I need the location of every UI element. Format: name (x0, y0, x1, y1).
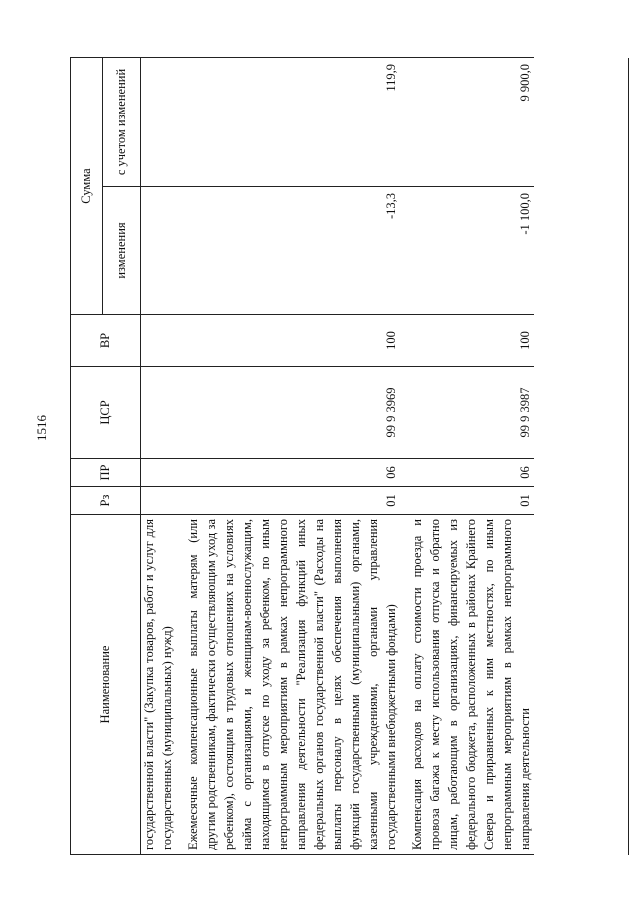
table-header (70, 57, 141, 855)
header-rz: Рз (71, 487, 141, 515)
row-rz (140, 487, 176, 515)
row-total (140, 58, 176, 187)
table-row (400, 58, 534, 855)
row-vr: 100 (176, 315, 400, 367)
row-csr: 99 9 3969 (176, 367, 400, 459)
header-with-changes: с учетом изменений (103, 58, 141, 187)
row-name: государственной власти" (Закупка товаров, работ и услуг для государственных (муниципальных) нужд) (140, 515, 176, 855)
row-vr: 100 (400, 315, 534, 367)
row-pr: 06 (176, 459, 400, 487)
row-vr (140, 315, 176, 367)
header-name: Наименование (71, 515, 141, 855)
row-change (140, 187, 176, 315)
row-name: Компенсация расходов на оплату стоимости проезда и провоза багажа к месту использования отпуска и обратно лицам, работающим в организациях, финансируемых из федерального бюджета, расположенных в районах Крайнего Севера и приравненных к ним местностях, по иным непрограммным мероприятиям в рамках непрограммного направления деятельности (400, 515, 534, 855)
header-sum: Сумма (71, 58, 103, 315)
row-csr (140, 367, 176, 459)
row-name: Ежемесячные компенсационные выплаты матерям (или другим родственникам, фактически осуществляющим уход за ребенком), состоящим в трудовых отношениях на условиях найма с организациями, и женщинам-военнослужащим, находящимся в отпуске по уходу за ребенком, по иным непрограммным мероприятиям в рамках непрограммного направления деятельности "Реализация функций иных федеральных органов государственной власти" (Расходы на выплаты персоналу в целях обеспечения выполнения функций государственными (муниципальными) органами, казенными учреждениями, органами управления государственными внебюджетными фондами) (176, 515, 400, 855)
header-changes: изменения (103, 187, 141, 315)
row-total: 9 900,0 (400, 58, 534, 187)
row-pr (140, 459, 176, 487)
table-row (176, 58, 400, 855)
header-pr: ПР (71, 459, 141, 487)
row-change: -1 100,0 (400, 187, 534, 315)
header-vr: ВР (71, 315, 141, 367)
header-csr: ЦСР (71, 367, 141, 459)
row-pr: 06 (400, 459, 534, 487)
row-total: 119,9 (176, 58, 400, 187)
table-row (140, 58, 176, 855)
budget-table (140, 57, 534, 855)
table-bottom-border (628, 58, 629, 855)
page-number: 1516 (34, 415, 49, 441)
row-csr: 99 9 3987 (400, 367, 534, 459)
row-change: -13,3 (176, 187, 400, 315)
row-rz: 01 (400, 487, 534, 515)
row-rz: 01 (176, 487, 400, 515)
